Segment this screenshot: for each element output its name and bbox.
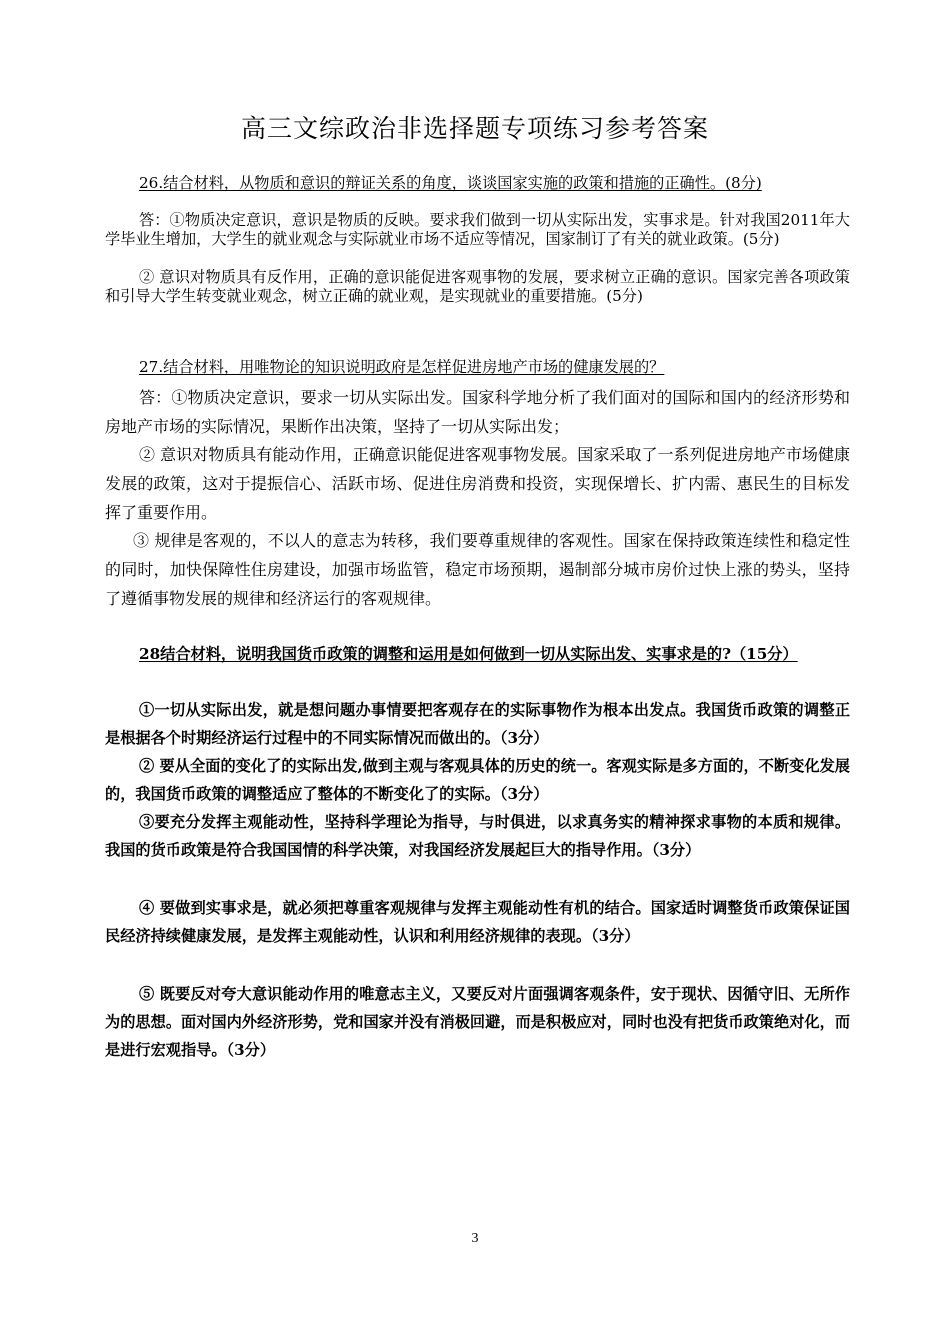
page-number: 3 (471, 1231, 479, 1246)
answer-26-1: 答：①物质决定意识，意识是物质的反映。要求我们做到一切从实际出发，实事求是。针对我国2011年大学毕业生增加，大学生的就业观念与实际就业市场不适应等情况，国家制订了有关的就业政策。(5分) (105, 211, 850, 248)
page-title: 高三文综政治非选择题专项练习参考答案 (240, 114, 709, 143)
answer-28-3: ③要充分发挥主观能动性，坚持科学理论为指导，与时俱进，以求真务实的精神探求事物的本质和规律。我国的货币政策是符合我国国情的科学决策，对我国经济发展起巨大的指导作用。（3分） (105, 813, 850, 859)
answer-26-2: ② 意识对物质具有反作用，正确的意识能促进客观事物的发展，要求树立正确的意识。国家完善各项政策和引导大学生转变就业观念，树立正确的就业观，是实现就业的重要措施。(5分) (105, 268, 850, 305)
question-26: 26.结合材料，从物质和意识的辩证关系的角度，谈谈国家实施的政策和措施的正确性。(8分) (139, 174, 762, 192)
answer-27-3: ③ 规律是客观的，不以人的意志为转移，我们要尊重规律的客观性。国家在保持政策连续性和稳定性的同时，加快保障性住房建设，加强市场监管，稳定市场预期，遏制部分城市房价过快上涨的势头，坚持了遵循事物发展的规律和经济运行的客观规律。 (105, 531, 850, 608)
question-28: 28结合材料，说明我国货币政策的调整和运用是如何做到一切从实际出发、实事求是的?（15分） (139, 645, 798, 663)
answer-28-2: ② 要从全面的变化了的实际出发,做到主观与客观具体的历史的统一。客观实际是多方面的，不断变化发展的，我国货币政策的调整适应了整体的不断变化了的实际。（3分） (105, 757, 850, 803)
answer-28-1: ①一切从实际出发，就是想问题办事情要把客观存在的实际事物作为根本出发点。我国货币政策的调整正是根据各个时期经济运行过程中的不同实际情况而做出的。（3分） (105, 701, 850, 747)
question-27: 27.结合材料，用唯物论的知识说明政府是怎样促进房地产市场的健康发展的？ (139, 358, 665, 376)
answer-27-2: ② 意识对物质具有能动作用，正确意识能促进客观事物发展。国家采取了一系列促进房地产市场健康发展的政策，这对于提振信心、活跃市场、促进住房消费和投资，实现保增长、扩内需、惠民生的目标发挥了重要作用。 (105, 445, 850, 522)
answer-28-5: ⑤ 既要反对夸大意识能动作用的唯意志主义，又要反对片面强调客观条件，安于现状、因循守旧、无所作为的思想。面对国内外经济形势，党和国家并没有消极回避，而是积极应对，同时也没有把货币政策绝对化，而是进行宏观指导。（3分） (105, 985, 850, 1059)
answer-28-4: ④ 要做到实事求是，就必须把尊重客观规律与发挥主观能动性有机的结合。国家适时调整货币政策保证国民经济持续健康发展，是发挥主观能动性，认识和利用经济规律的表现。（3分） (105, 899, 850, 945)
answer-27-1: 答：①物质决定意识，要求一切从实际出发。国家科学地分析了我们面对的国际和国内的经济形势和房地产市场的实际情况，果断作出决策，坚持了一切从实际出发； (105, 388, 850, 436)
